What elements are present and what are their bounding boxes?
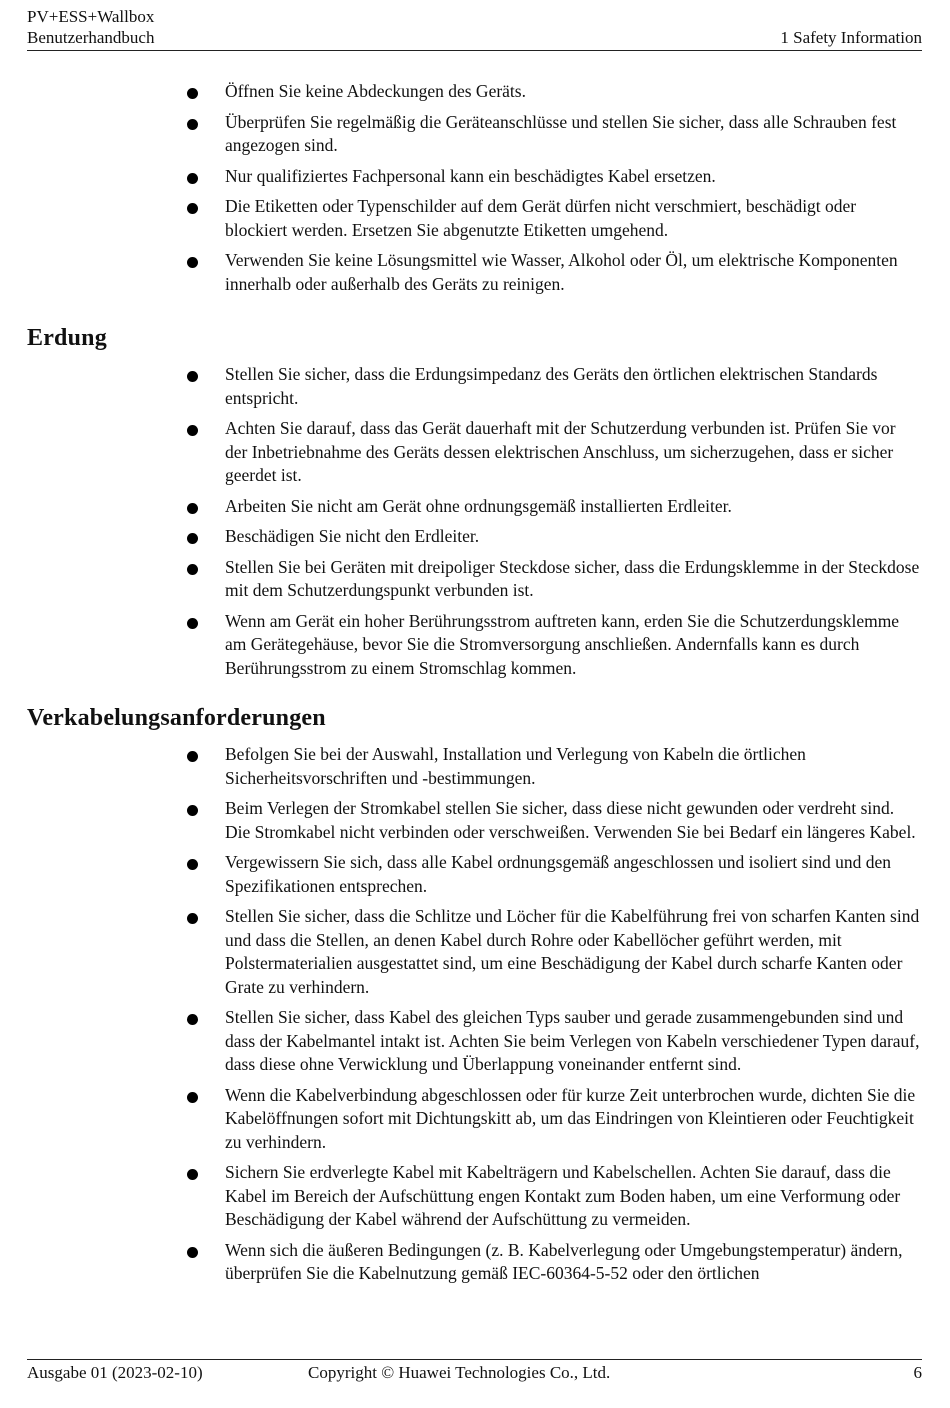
bullet-icon <box>187 859 198 870</box>
bullet-icon <box>187 618 198 629</box>
erdung-bullet-list <box>27 363 922 680</box>
list-item: Überprüfen Sie regelmäßig die Geräteanschlüsse und stellen Sie sicher, dass alle Schrauben fest angezogen sind. <box>225 111 922 158</box>
header-rule <box>27 50 922 51</box>
bullet-icon <box>187 503 198 514</box>
bullet-icon <box>187 371 198 382</box>
list-item: Achten Sie darauf, dass das Gerät dauerhaft mit der Schutzerdung verbunden ist. Prüfen Sie vor der Inbetriebnahme des Geräts dessen elektrischen Anschluss, um sicherzugehen, dass er sicher geerdet ist. <box>225 417 922 488</box>
list-item: Nur qualifiziertes Fachpersonal kann ein beschädigtes Kabel ersetzen. <box>225 165 922 189</box>
list-item: Befolgen Sie bei der Auswahl, Installation und Verlegung von Kabeln die örtlichen Sicherheitsvorschriften und -bestimmungen. <box>225 743 922 790</box>
bullet-icon <box>187 751 198 762</box>
bullet-icon <box>187 1014 198 1025</box>
bullet-icon <box>187 1247 198 1258</box>
list-item: Verwenden Sie keine Lösungsmittel wie Wasser, Alkohol oder Öl, um elektrische Komponenten innerhalb oder außerhalb des Geräts zu reinigen. <box>225 249 922 296</box>
verkabelung-bullet-list <box>27 743 922 1286</box>
list-item: Arbeiten Sie nicht am Gerät ohne ordnungsgemäß installierten Erdleiter. <box>225 495 922 519</box>
bullet-icon <box>187 173 198 184</box>
header-chapter: 1 Safety Information <box>780 28 922 47</box>
section-title-erdung: Erdung <box>27 325 107 351</box>
header-left <box>27 6 154 48</box>
list-item: Beim Verlegen der Stromkabel stellen Sie sicher, dass diese nicht gewunden oder verdreht sind. Die Stromkabel nicht verbinden oder verschweißen. Verwenden Sie bei Bedarf ein längeres Kabel. <box>225 797 922 844</box>
list-item: Stellen Sie bei Geräten mit dreipoliger Steckdose sicher, dass die Erdungsklemme in der Steckdose mit dem Schutzerdungspunkt verbunden ist. <box>225 556 922 603</box>
page-content <box>27 80 922 1293</box>
bullet-icon <box>187 257 198 268</box>
list-item: Die Etiketten oder Typenschilder auf dem Gerät dürfen nicht verschmiert, beschädigt oder blockiert werden. Ersetzen Sie abgenutzte Etiketten umgehend. <box>225 195 922 242</box>
section-title-verkabelung: Verkabelungsanforderungen <box>27 705 326 731</box>
list-item: Stellen Sie sicher, dass die Erdungsimpedanz des Geräts den örtlichen elektrischen Standards entspricht. <box>225 363 922 410</box>
bullet-icon <box>187 1092 198 1103</box>
intro-bullet-list <box>27 80 922 296</box>
bullet-icon <box>187 119 198 130</box>
list-item: Stellen Sie sicher, dass die Schlitze und Löcher für die Kabelführung frei von scharfen Kanten sind und dass die Stellen, an denen Kabel durch Rohre oder Kabellöcher geführt werden, mit Polstermaterialien ausgestattet sind, um eine Beschädigung der Kabel durch scharfe Kanten oder Grate zu verhindern. <box>225 905 922 999</box>
list-item: Stellen Sie sicher, dass Kabel des gleichen Typs sauber und gerade zusammengebunden sind und dass der Kabelmantel intakt ist. Achten Sie beim Verlegen von Kabeln verschiedener Typen darauf, dass diese ohne Verwicklung und Überlappung voneinander entfernt sind. <box>225 1006 922 1077</box>
footer-page-number: 6 <box>913 1363 922 1382</box>
page-header <box>27 6 922 50</box>
bullet-icon <box>187 88 198 99</box>
bullet-icon <box>187 564 198 575</box>
list-item: Wenn am Gerät ein hoher Berührungsstrom auftreten kann, erden Sie die Schutzerdungsklemme am Gerätegehäuse, bevor Sie die Stromversorgung anschließen. Andernfalls kann es durch Berührungsstrom zu einem Stromschlag kommen. <box>225 610 922 681</box>
list-item: Wenn die Kabelverbindung abgeschlossen oder für kurze Zeit unterbrochen wurde, dichten Sie die Kabelöffnungen sofort mit Dichtungskitt ab, um das Eindringen von Kleintieren oder Feuchtigkeit zu verhindern. <box>225 1084 922 1155</box>
bullet-icon <box>187 913 198 924</box>
bullet-icon <box>187 203 198 214</box>
list-item: Vergewissern Sie sich, dass alle Kabel ordnungsgemäß angeschlossen und isoliert sind und den Spezifikationen entsprechen. <box>225 851 922 898</box>
list-item: Wenn sich die äußeren Bedingungen (z. B. Kabelverlegung oder Umgebungstemperatur) ändern, überprüfen Sie die Kabelnutzung gemäß IEC-60364-5-52 oder den örtlichen <box>225 1239 922 1286</box>
bullet-icon <box>187 533 198 544</box>
bullet-icon <box>187 425 198 436</box>
list-item: Öffnen Sie keine Abdeckungen des Geräts. <box>225 80 922 104</box>
header-manual: Benutzerhandbuch <box>27 28 155 47</box>
bullet-icon <box>187 1169 198 1180</box>
list-item: Beschädigen Sie nicht den Erdleiter. <box>225 525 922 549</box>
header-product: PV+ESS+Wallbox <box>27 7 155 26</box>
footer-rule <box>27 1359 922 1360</box>
bullet-icon <box>187 805 198 816</box>
list-item: Sichern Sie erdverlegte Kabel mit Kabelträgern und Kabelschellen. Achten Sie darauf, dass die Kabel im Bereich der Aufschüttung engen Kontakt zum Boden haben, um eine Verformung oder Beschädigung der Kabel während der Aufschüttung zu vermeiden. <box>225 1161 922 1232</box>
footer-copyright: Copyright © Huawei Technologies Co., Ltd. <box>308 1363 611 1382</box>
footer-issue: Ausgabe 01 (2023-02-10) <box>27 1363 203 1382</box>
